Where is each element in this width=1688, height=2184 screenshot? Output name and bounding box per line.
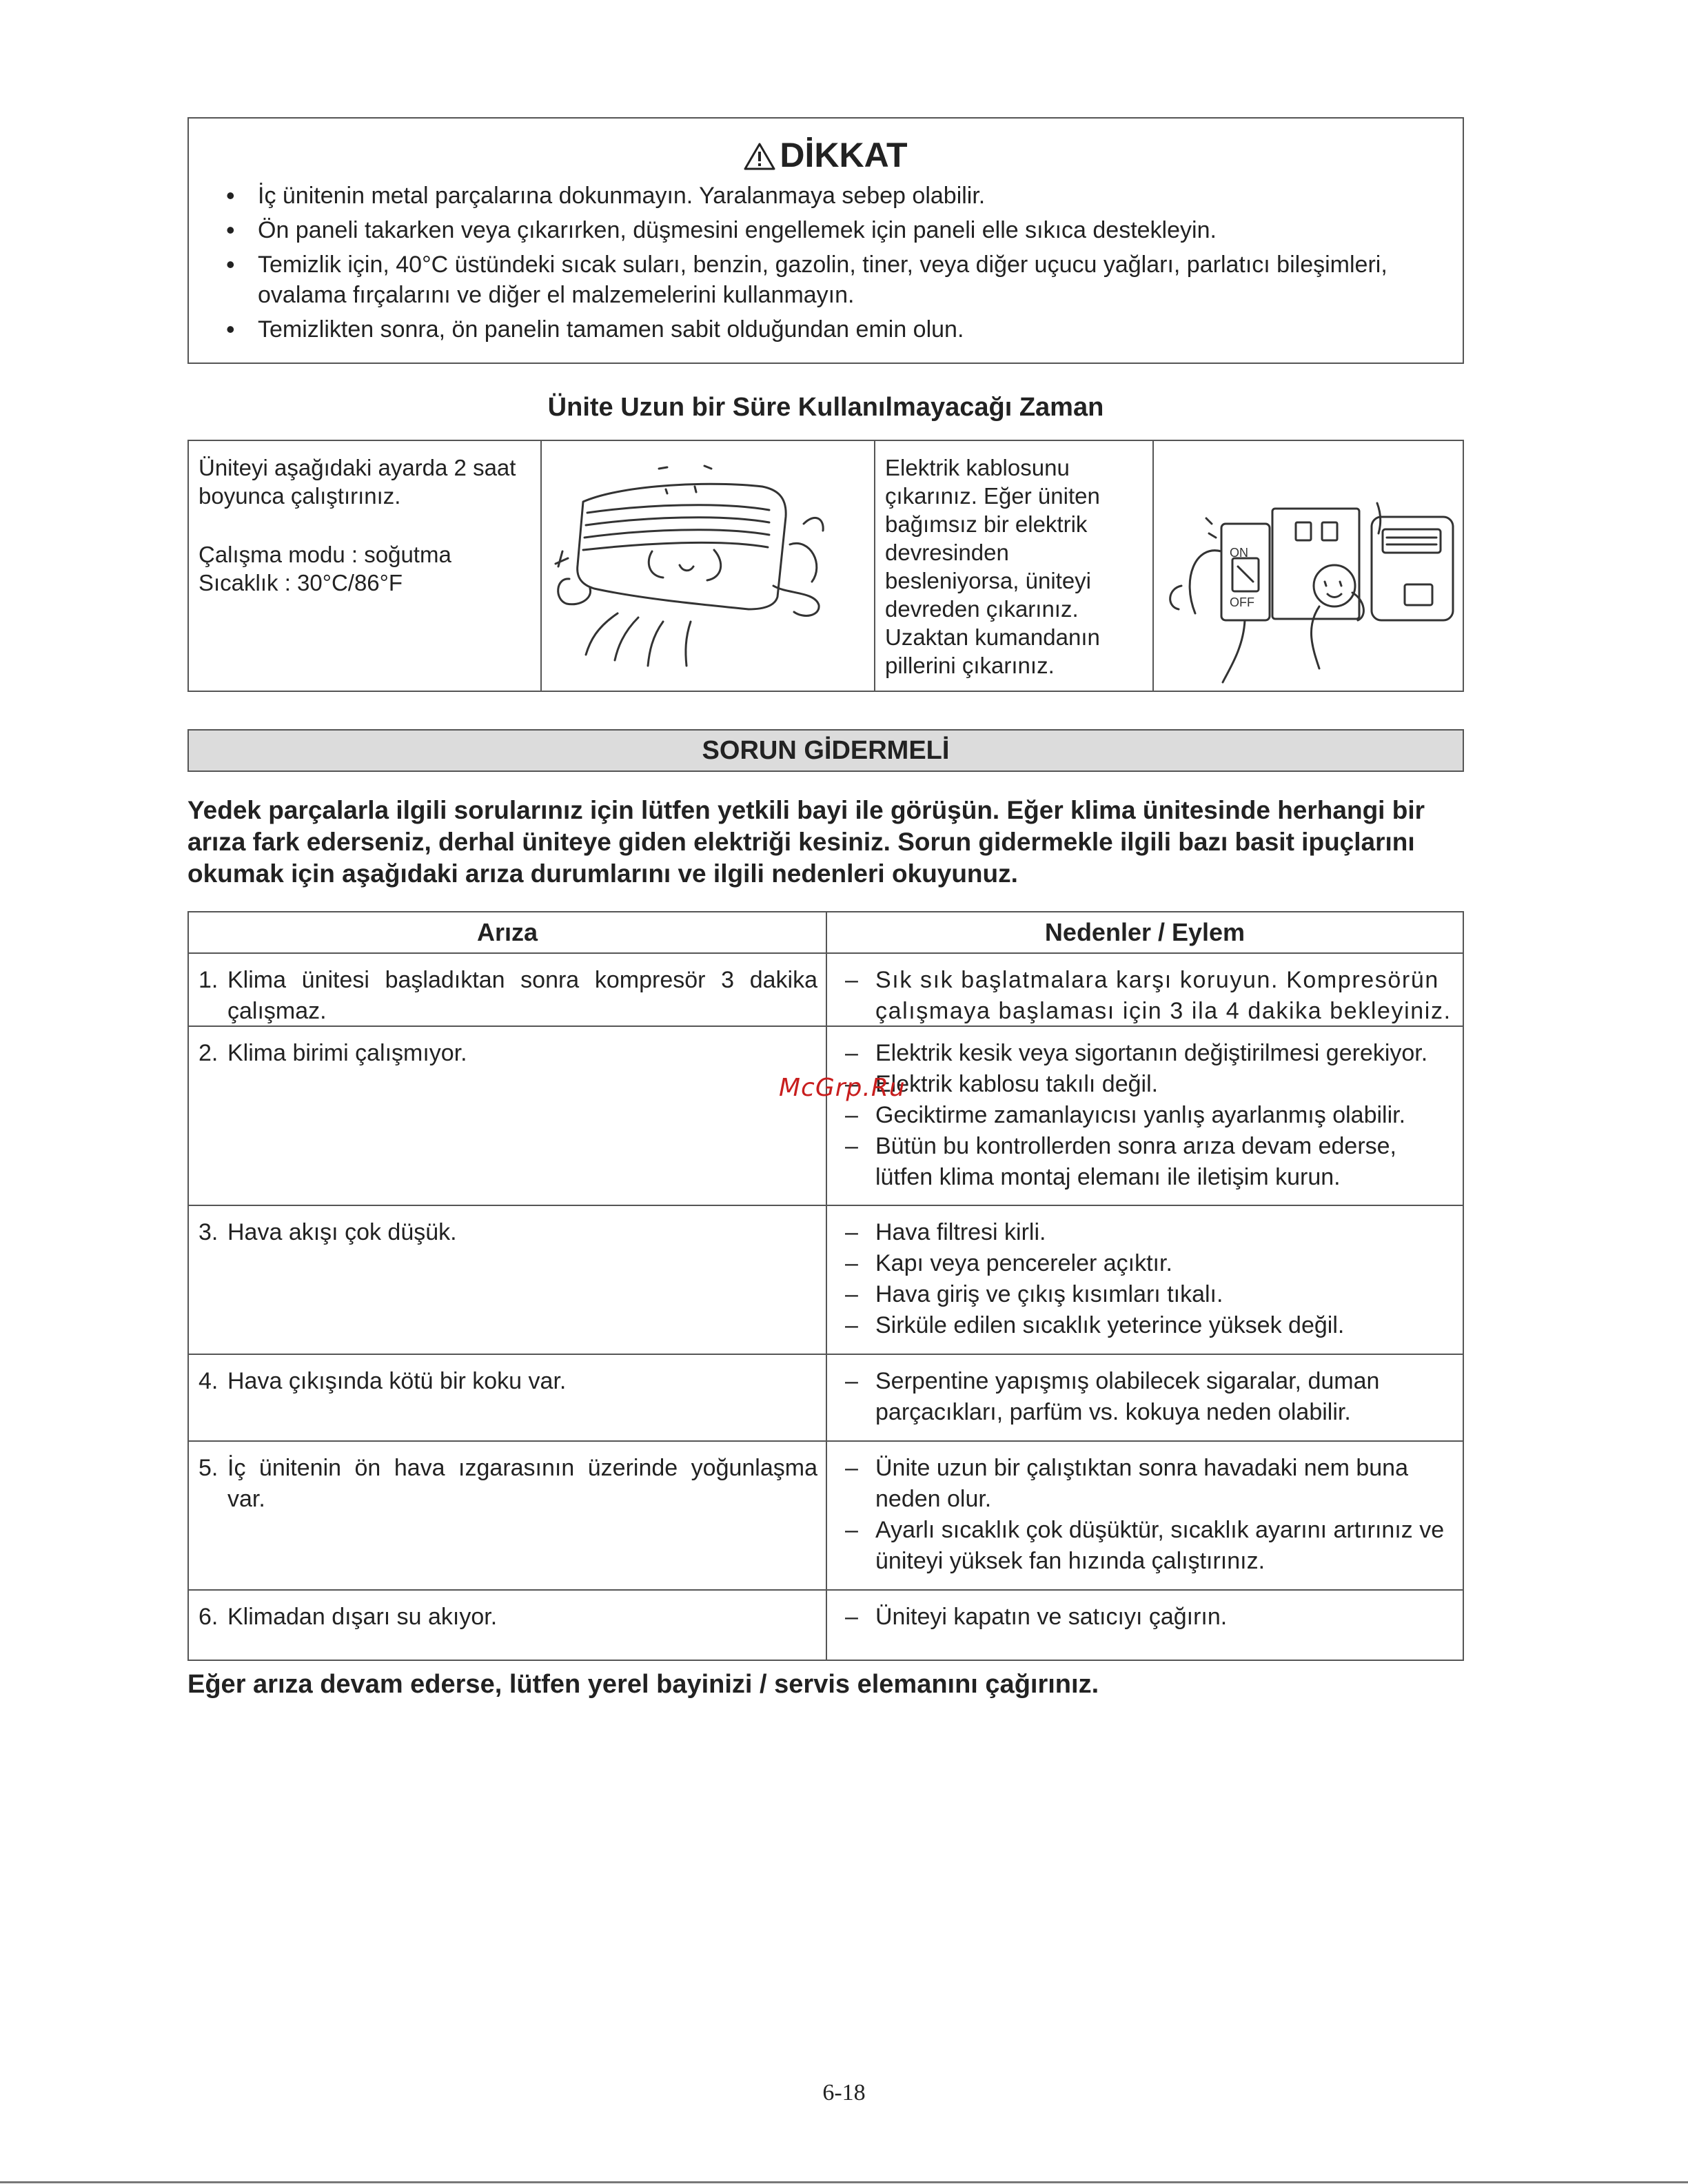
cause-item: – Sık sık başlatmalara karşı koruyun. Kompresörün çalışmaya başlaması için 3 ila 4 dakika bekleyiniz. [837,965,1457,1027]
table-header-row [189,912,1463,954]
power-switch-illustration [1154,441,1464,691]
switch-on-label: ON [1230,546,1248,560]
caution-item: • Temizlikten sonra, ön panelin tamamen sabit olduğundan emin olun. [258,314,1430,345]
cause-item: – Hava filtresi kirli. [837,1217,1457,1248]
causes-list [837,1038,1457,1193]
fault-number: 1. [199,967,218,993]
run-mode-text: Çalışma modu : soğutma [199,542,451,567]
causes-list [837,1453,1457,1577]
troubleshooting-intro: Yedek parçalarla ilgili sorularınız için lütfen yetkili bayi ile görüşün. Eğer klima ünitesinde herhangi bir arıza fark ederseniz, derhal üniteye giden elektriği kesiniz. Sorun gidermekle ilgili bazı basit ipuçlarını okumak için aşağıdaki arıza durumlarını ve ilgili nedenleri okuyunuz. [187,796,1425,888]
table-row [189,954,1463,1027]
fault-cell [199,965,817,1027]
footer-note: Eğer arıza devam ederse, lütfen yerel bayinizi / servis elemanını çağırınız. [187,1670,1099,1699]
column-header-fault: Arıza [476,918,538,946]
cause-item: – Sirküle edilen sıcaklık yeterince yüksek değil. [837,1310,1457,1341]
fault-cell [199,1453,817,1515]
fault-number: 2. [199,1040,218,1066]
caution-item: • Ön paneli takarken veya çıkarırken, düşmesini engellemek için paneli elle sıkıca destekleyin. [258,215,1430,245]
watermark-text: McGrp.Ru [779,1074,906,1102]
causes-list [837,965,1457,1027]
table-row [189,1591,1463,1661]
fault-text: Klima birimi çalışmıyor. [227,1040,467,1066]
ac-unit-running-illustration [542,441,873,691]
caution-title-text: DİKKAT [780,136,908,174]
causes-list [837,1217,1457,1341]
fault-number: 3. [199,1219,218,1245]
cause-item: – Ünite uzun bir çalıştıktan sonra havadaki nem buna neden olur. [837,1453,1457,1515]
causes-list [837,1602,1457,1633]
power-off-illustration-cell [1154,441,1463,691]
fault-number: 6. [199,1604,218,1630]
fault-number: 4. [199,1368,218,1394]
table-row [189,1206,1463,1355]
table-row [189,1027,1463,1206]
unplug-instructions-cell [875,441,1154,691]
fault-text: Hava çıkışında kötü bir koku var. [227,1368,567,1394]
ac-running-illustration-cell [542,441,875,691]
page-number: 6-18 [822,2080,866,2105]
cause-item: – Elektrik kablosu takılı değil. [837,1069,1457,1100]
cause-item: – Geciktirme zamanlayıcısı yanlış ayarlanmış olabilir. [837,1100,1457,1131]
causes-list [837,1366,1457,1428]
cause-item: – Kapı veya pencereler açıktır. [837,1248,1457,1279]
warning-triangle-icon [744,142,775,171]
run-instructions-cell [189,441,542,691]
cause-item: – Ayarlı sıcaklık çok düşüktür, sıcaklık ayarını artırınız ve üniteyi yüksek fan hızında çalıştırınız. [837,1515,1457,1577]
fault-cell [199,1038,817,1069]
column-header-causes: Nedenler / Eylem [1044,918,1245,946]
unused-table [187,440,1464,692]
unused-section-title: Ünite Uzun bir Süre Kullanılmayacağı Zaman [547,393,1104,422]
fault-table [187,911,1464,1661]
cause-item: – Üniteyi kapatın ve satıcıyı çağırın. [837,1602,1457,1633]
fault-text: Hava akışı çok düşük. [227,1219,457,1245]
run-temperature-text: Sıcaklık : 30°C/86°F [199,570,403,595]
table-row [189,1442,1463,1591]
fault-text: Klima ünitesi başladıktan sonra kompresör 3 dakika çalışmaz. [227,967,817,1024]
fault-cell [199,1602,817,1633]
fault-cell [199,1217,817,1248]
cause-item: – Serpentine yapışmış olabilecek sigaralar, duman parçacıkları, parfüm vs. kokuya neden olabilir. [837,1366,1457,1428]
caution-list [258,181,1430,349]
cause-item: – Bütün bu kontrollerden sonra arıza devam ederse, lütfen klima montaj elemanı ile iletişim kurun. [837,1131,1457,1193]
caution-box [187,117,1464,364]
cause-item: – Elektrik kesik veya sigortanın değiştirilmesi gerekiyor. [837,1038,1457,1069]
run-duration-text: Üniteyi aşağıdaki ayarda 2 saat boyunca çalıştırınız. [199,455,516,509]
cause-item: – Hava giriş ve çıkış kısımları tıkalı. [837,1279,1457,1310]
bottom-divider [0,2181,1688,2183]
fault-text: Klimadan dışarı su akıyor. [227,1604,498,1630]
fault-text: İç ünitenin ön hava ızgarasının üzerinde yoğunlaşma var. [227,1455,817,1512]
switch-off-label: OFF [1230,595,1254,609]
fault-cell [199,1366,817,1397]
fault-number: 5. [199,1455,218,1481]
caution-item: • İç ünitenin metal parçalarına dokunmayın. Yaralanmaya sebep olabilir. [258,181,1430,211]
troubleshooting-heading: SORUN GİDERMELİ [187,729,1464,772]
caution-title [189,135,1463,175]
caution-item: • Temizlik için, 40°C üstündeki sıcak suları, benzin, gazolin, tiner, veya diğer uçucu yağları, parlatıcı bileşimleri, ovalama fırçalarını ve diğer el malzemelerini kullanmayın. [258,249,1430,310]
unplug-text: Elektrik kablosunu çıkarınız. Eğer üniten bağımsız bir elektrik devresinden besleniyorsa, üniteyi devreden çıkarınız. Uzaktan kumandanın pillerini çıkarınız. [885,455,1100,678]
table-row [189,1355,1463,1442]
